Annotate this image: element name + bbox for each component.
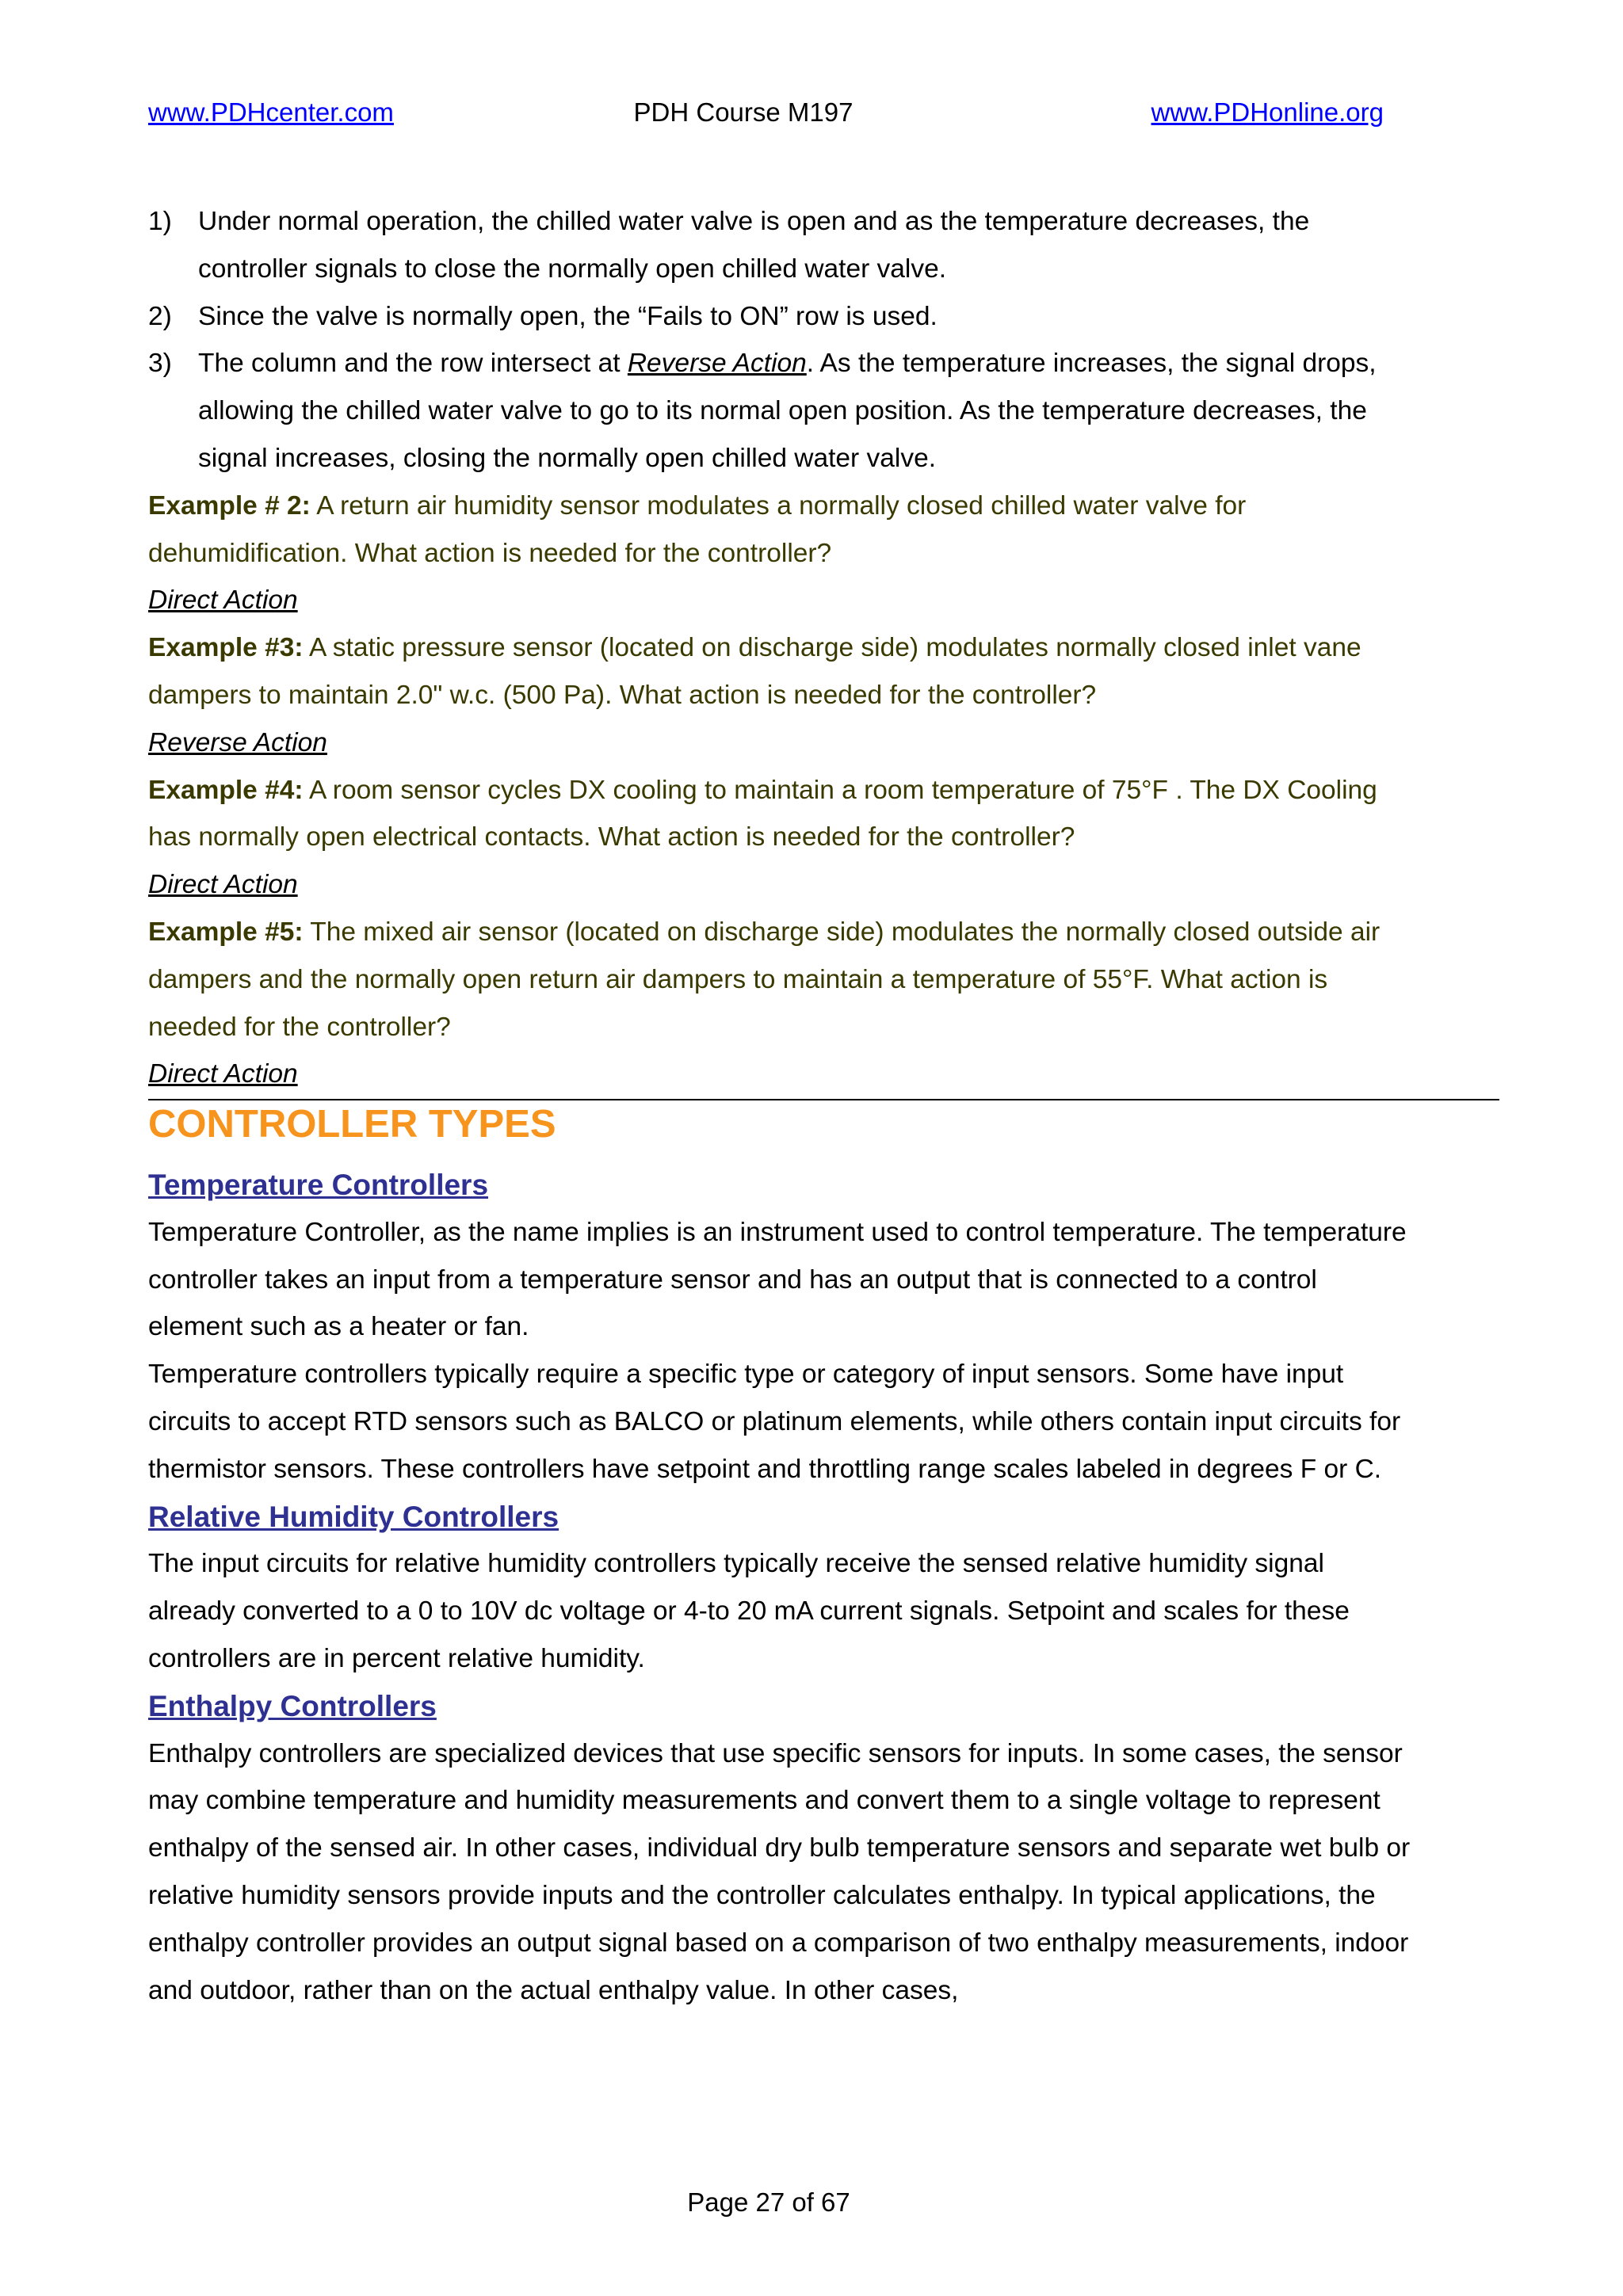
list-number: 1)	[148, 207, 172, 236]
page-number: Page 27 of 67	[687, 2187, 850, 2217]
paragraph: The input circuits for relative humidity controllers typically receive the sensed relative humidity signal already converted to a 0 to 10V dc voltage or 4-to 20 mA current signals. Setpoint and scales for these controllers are in percent relative humidity.	[148, 1549, 1350, 1673]
examples-section	[148, 198, 1408, 1098]
course-title: PDH Course M197	[633, 97, 854, 127]
list-text	[198, 349, 1377, 473]
text-segment: . As the temperature increases, the signal drops, allowing the chilled water valve to go to its normal open position. As the temperature decreases, the signal increases, closing the normally open chilled water valve.	[198, 349, 1377, 473]
pdhcenter-link[interactable]: www.PDHcenter.com	[148, 97, 394, 127]
reverse-action-emphasis: Reverse Action	[627, 349, 807, 379]
subheading-relative-humidity-controllers: Relative Humidity Controllers	[148, 1500, 559, 1533]
section-title: CONTROLLER TYPES	[148, 1103, 556, 1146]
paragraph: Temperature controllers typically require a specific type or category of input sensors. Some have input circuits to accept RTD sensors such as BALCO or platinum elements, while others contain input circuits for thermistor sensors. These controllers have setpoint and throttling range scales labeled in degrees F or C.	[148, 1360, 1401, 1484]
list-item	[148, 198, 1408, 293]
subheading-enthalpy-controllers: Enthalpy Controllers	[148, 1689, 437, 1722]
list-number: 2)	[148, 301, 172, 331]
list-text: Under normal operation, the chilled water valve is open and as the temperature decreases, the controller signals to close the normally open chilled water valve.	[198, 207, 1310, 284]
list-item	[148, 293, 1408, 341]
example-text: A return air humidity sensor modulates a normally closed chilled water valve for dehumidification. What action is needed for the controller?	[148, 490, 1247, 568]
example-label: Example #3:	[148, 633, 304, 663]
example-text: A room sensor cycles DX cooling to maintain a room temperature of 75°F . The DX Cooling has normally open electrical contacts. What action is needed for the controller?	[148, 775, 1377, 852]
list-text: Since the valve is normally open, the “Fails to ON” row is used.	[198, 301, 938, 331]
example-5	[148, 909, 1408, 1051]
controller-types-body	[148, 1161, 1416, 2014]
example-answer: Reverse Action	[148, 727, 327, 757]
example-2	[148, 482, 1408, 578]
list-number: 3)	[148, 349, 172, 379]
example-text: The mixed air sensor (located on discharge side) modulates the normally closed outside air dampers and the normally open return air dampers to maintain a temperature of 55°F. What action is needed for the controller?	[148, 917, 1381, 1042]
paragraph: Enthalpy controllers are specialized devices that use specific sensors for inputs. In some cases, the sensor may combine temperature and humidity measurements and convert them to a single voltage to represent enthalpy of the sensed air. In other cases, individual dry bulb temperature sensors and separate wet bulb or relative humidity sensors provide inputs and the controller calculates enthalpy. In typical applications, the enthalpy controller provides an output signal based on a comparison of two enthalpy measurements, indoor and outdoor, rather than on the actual enthalpy value. In other cases,	[148, 1738, 1411, 2005]
subheading-temperature-controllers: Temperature Controllers	[148, 1169, 489, 1201]
example-answer: Direct Action	[148, 585, 298, 616]
example-answer: Direct Action	[148, 870, 298, 900]
steps-list	[148, 198, 1408, 482]
example-label: Example #5:	[148, 917, 304, 947]
text-segment: The column and the row intersect at	[198, 349, 628, 379]
example-answer: Direct Action	[148, 1059, 298, 1089]
example-3	[148, 624, 1408, 719]
paragraph: Temperature Controller, as the name implies is an instrument used to control temperature. The temperature controller takes an input from a temperature sensor and has an output that is connected to a control element such as a heater or fan.	[148, 1217, 1407, 1342]
example-label: Example # 2:	[148, 490, 311, 521]
example-label: Example #4:	[148, 775, 304, 805]
example-text: A static pressure sensor (located on discharge side) modulates normally closed inlet vane dampers to maintain 2.0" w.c. (500 Pa). What action is needed for the controller?	[148, 633, 1361, 710]
example-4	[148, 767, 1408, 862]
pdhonline-link[interactable]: www.PDHonline.org	[1151, 97, 1384, 127]
list-item	[148, 340, 1408, 482]
